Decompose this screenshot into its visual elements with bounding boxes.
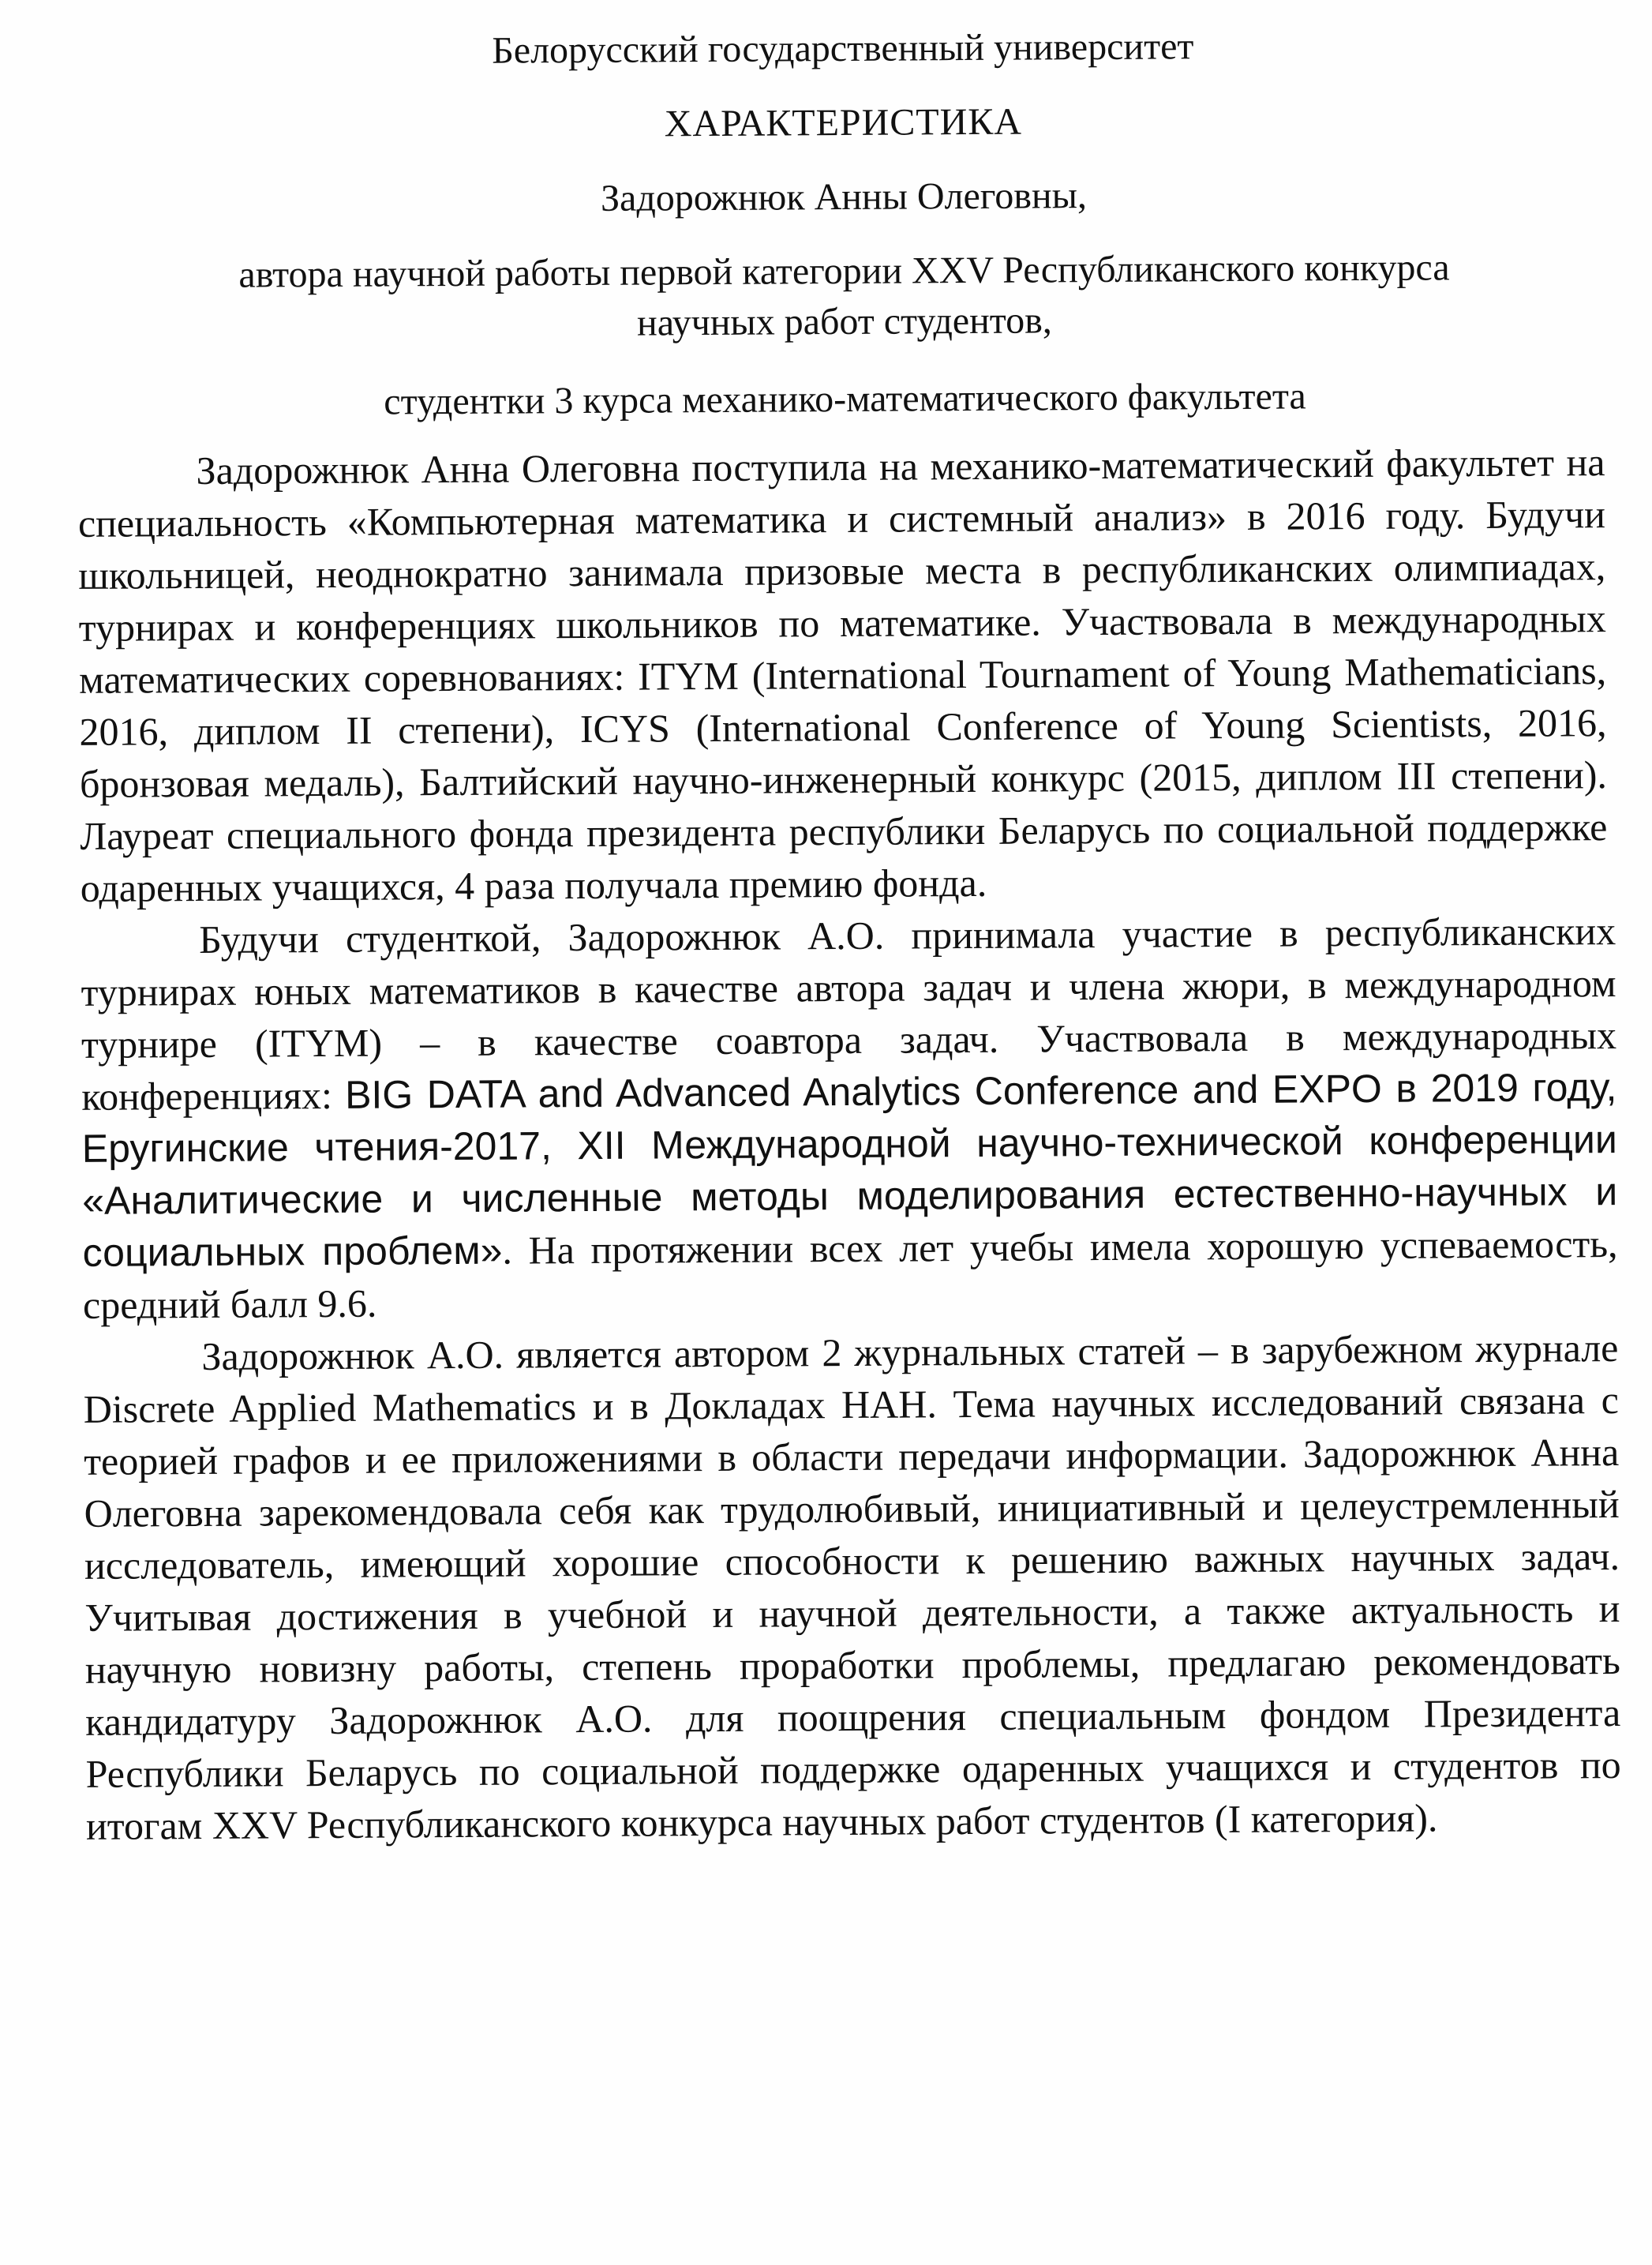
paragraph-school-achievements: Задорожнюк Анна Олеговна поступила на механико-математический факультет на специальность «Компьютерная математика и системный анализ» в 2016 году. Будучи школьницей, неоднократно занимала призовые места в республиканских олимпиадах, турнирах и конференциях школьников по математике. Участвовала в международных математических соревнованиях: ITYM (International Tournament of Young Mathematicians, 2016, диплом II степени), ICYS (International Conference of Young Scientists, 2016, бронзовая медаль), Балтийский научно-инженерный конкурс (2015, диплом III степени). Лауреат специального фонда президента республики Беларусь по социальной поддержке одаренных учащихся, 4 раза получала премию фонда.: [77, 440, 1608, 910]
paragraph-2-part-c: XII Международной научно-технической конференции «Аналитические и численные методы моделирования естественно-научных и социальных проблем»: [82, 1117, 1618, 1275]
paragraph-research-recommendation: Задорожнюк А.О. является автором 2 журнальных статей – в зарубежном журнале Discrete Applied Mathematics и в Докладах НАН. Тема научных исследований связана с теорией графов и ее приложениями в области передачи информации. Задорожнюк Анна Олеговна зарекомендовала себя как трудолюбивый, инициативный и целеустремленный исследователь, имеющий хорошие способности к решению важных научных задач. Учитывая достижения в учебной и научной деятельности, а также актуальность и научную новизну работы, степень проработки проблемы, предлагаю рекомендовать кандидатуру Задорожнюк А.О. для поощрения специальным фондом Президента Республики Беларусь по социальной поддержке одаренных учащихся и студентов по итогам XXV Республиканского конкурса научных работ студентов (I категория).: [83, 1326, 1621, 1848]
author-line-1: автора научной работы первой категории XXV Республиканского конкурса: [238, 246, 1450, 296]
student-name: Задорожнюк Анны Олеговны,: [600, 174, 1088, 219]
document-title: ХАРАКТЕРИСТИКА: [664, 100, 1023, 145]
document-content: [75, 3, 1621, 1852]
paragraph-2-part-a: Будучи студенткой, Задорожнюк А.О. принимала участие в республиканских турнирах юных математиков в качестве автора задач и члена жюри, в международном турнире (ITYM) – в качестве соавтора задач. Участвовала в международных конференциях:: [81, 909, 1617, 1119]
author-line-2: научных работ студентов,: [636, 299, 1052, 344]
paragraph-2-part-d: . На протяжении всех лет учебы имела хорошую успеваемость, средний балл 9.6.: [82, 1221, 1618, 1327]
paragraph-2-part-b: BIG DATA and Advanced Analytics Conference and EXPO в 2019 году, Еругинские чтения-2017,: [81, 1065, 1617, 1171]
student-course-line: студентки 3 курса механико-математического факультета: [384, 375, 1306, 423]
paragraph-student-activities: [81, 905, 1618, 1331]
university-name: Белорусский государственный университет: [492, 25, 1194, 72]
